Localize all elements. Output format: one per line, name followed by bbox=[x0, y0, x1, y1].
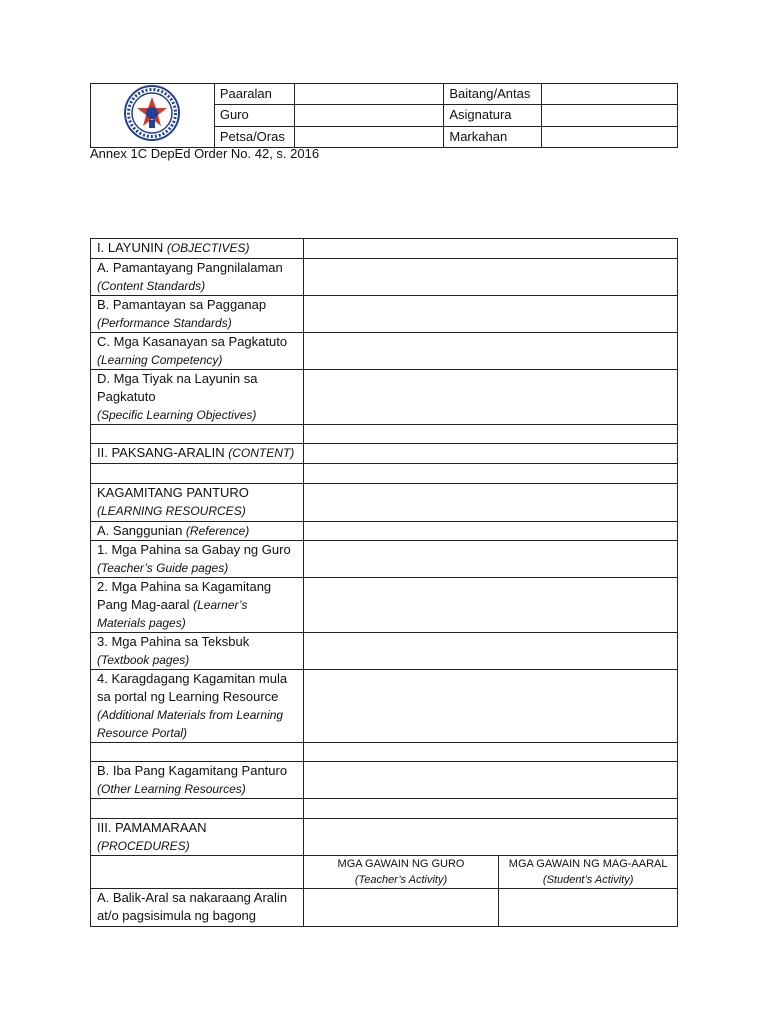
value-guro[interactable] bbox=[294, 105, 444, 126]
row-learning-competency bbox=[91, 333, 304, 370]
row-textbook bbox=[91, 633, 304, 670]
row-learners-materials bbox=[91, 578, 304, 633]
teacher-activity-header bbox=[303, 856, 499, 889]
learning-competency-label: C. Mga Kasanayan sa Pagkatuto bbox=[97, 334, 288, 349]
procedures-label: III. PAMAMARAAN bbox=[97, 820, 207, 835]
row-content bbox=[91, 444, 304, 464]
empty-row-1 bbox=[91, 425, 304, 444]
header-table bbox=[90, 83, 678, 148]
empty-value-2[interactable] bbox=[303, 464, 677, 484]
label-asignatura: Asignatura bbox=[444, 105, 542, 126]
student-activity-header bbox=[499, 856, 678, 889]
reference-label: A. Sanggunian bbox=[97, 523, 186, 538]
value-asignatura[interactable] bbox=[542, 105, 678, 126]
label-baitang: Baitang/Antas bbox=[444, 84, 542, 105]
other-resources-value[interactable] bbox=[303, 762, 677, 799]
learning-resources-sub: (LEARNING RESOURCES) bbox=[97, 504, 246, 518]
review-teacher-value[interactable] bbox=[303, 889, 499, 927]
objectives-sub: (OBJECTIVES) bbox=[166, 241, 250, 255]
content-sub: (CONTENT) bbox=[228, 446, 295, 460]
additional-materials-value[interactable] bbox=[303, 670, 677, 743]
annex-caption: Annex 1C DepEd Order No. 42, s. 2016 bbox=[90, 146, 320, 161]
reference-value[interactable] bbox=[303, 522, 677, 541]
additional-materials-label: 4. Karagdagang Kagamitan mula sa portal ng Learning Resource bbox=[97, 671, 288, 704]
deped-seal-icon bbox=[123, 84, 181, 142]
learners-materials-label: 2. Mga Pahina sa Kagamitang Pang Mag-aaral bbox=[97, 579, 272, 612]
row-other-resources bbox=[91, 762, 304, 799]
content-standards-sub: (Content Standards) bbox=[97, 279, 206, 293]
value-markahan[interactable] bbox=[542, 126, 678, 147]
content-label: II. PAKSANG-ARALIN bbox=[97, 445, 229, 460]
empty-row-2 bbox=[91, 464, 304, 484]
review-label: A. Balik-Aral sa nakaraang Aralin at/o pagsisimula ng bagong bbox=[97, 890, 288, 923]
teacher-activity-sub: (Teacher’s Activity) bbox=[354, 874, 448, 886]
textbook-value[interactable] bbox=[303, 633, 677, 670]
value-paaralan[interactable] bbox=[294, 84, 444, 105]
row-review bbox=[91, 889, 304, 927]
row-reference bbox=[91, 522, 304, 541]
row-teachers-guide bbox=[91, 541, 304, 578]
row-specific-objectives bbox=[91, 370, 304, 425]
objectives-value[interactable] bbox=[303, 239, 677, 259]
other-resources-label: B. Iba Pang Kagamitang Panturo bbox=[97, 763, 288, 778]
value-petsa[interactable] bbox=[294, 126, 444, 147]
specific-objectives-sub: (Specific Learning Objectives) bbox=[97, 408, 257, 422]
student-activity-sub: (Student’s Activity) bbox=[542, 874, 634, 886]
content-standards-label: A. Pamantayang Pangnilalaman bbox=[97, 260, 283, 275]
learners-materials-sub: (Learner’s Materials pages) bbox=[97, 598, 248, 630]
empty-row-4 bbox=[91, 799, 304, 819]
teachers-guide-value[interactable] bbox=[303, 541, 677, 578]
content-standards-value[interactable] bbox=[303, 259, 677, 296]
content-value[interactable] bbox=[303, 444, 677, 464]
textbook-sub: (Textbook pages) bbox=[97, 653, 190, 667]
performance-standards-value[interactable] bbox=[303, 296, 677, 333]
empty-row-3 bbox=[91, 743, 304, 762]
additional-materials-sub: (Additional Materials from Learning Resource Portal) bbox=[97, 708, 284, 740]
performance-standards-label: B. Pamantayan sa Pagganap bbox=[97, 297, 267, 312]
row-learning-resources bbox=[91, 484, 304, 522]
teacher-activity-label: MGA GAWAIN NG GURO bbox=[337, 858, 465, 870]
empty-value-1[interactable] bbox=[303, 425, 677, 444]
logo-cell bbox=[91, 84, 215, 148]
empty-value-3[interactable] bbox=[303, 743, 677, 762]
specific-objectives-label: D. Mga Tiyak na Layunin sa Pagkatuto bbox=[97, 371, 258, 404]
performance-standards-sub: (Performance Standards) bbox=[97, 316, 232, 330]
row-additional-materials bbox=[91, 670, 304, 743]
row-objectives bbox=[91, 239, 304, 259]
label-petsa: Petsa/Oras bbox=[214, 126, 294, 147]
objectives-label: I. LAYUNIN bbox=[97, 240, 167, 255]
teachers-guide-sub: (Teacher’s Guide pages) bbox=[97, 561, 229, 575]
learning-resources-value[interactable] bbox=[303, 484, 677, 522]
label-markahan: Markahan bbox=[444, 126, 542, 147]
procedures-sub: (PROCEDURES) bbox=[97, 839, 190, 853]
value-baitang[interactable] bbox=[542, 84, 678, 105]
student-activity-label: MGA GAWAIN NG MAG-AARAL bbox=[508, 858, 668, 870]
textbook-label: 3. Mga Pahina sa Teksbuk bbox=[97, 634, 250, 649]
row-content-standards bbox=[91, 259, 304, 296]
procedures-value[interactable] bbox=[303, 819, 677, 856]
other-resources-sub: (Other Learning Resources) bbox=[97, 782, 246, 796]
row-procedures bbox=[91, 819, 304, 856]
learners-materials-value[interactable] bbox=[303, 578, 677, 633]
label-guro: Guro bbox=[214, 105, 294, 126]
teachers-guide-label: 1. Mga Pahina sa Gabay ng Guro bbox=[97, 542, 291, 557]
review-student-value[interactable] bbox=[499, 889, 678, 927]
learning-competency-value[interactable] bbox=[303, 333, 677, 370]
label-paaralan: Paaralan bbox=[214, 84, 294, 105]
empty-value-4[interactable] bbox=[303, 799, 677, 819]
lesson-plan-table bbox=[90, 238, 678, 927]
learning-competency-sub: (Learning Competency) bbox=[97, 353, 223, 367]
specific-objectives-value[interactable] bbox=[303, 370, 677, 425]
activity-header-blank bbox=[91, 856, 304, 889]
row-performance-standards bbox=[91, 296, 304, 333]
learning-resources-label: KAGAMITANG PANTURO bbox=[97, 485, 249, 500]
reference-sub: (Reference) bbox=[185, 524, 250, 538]
